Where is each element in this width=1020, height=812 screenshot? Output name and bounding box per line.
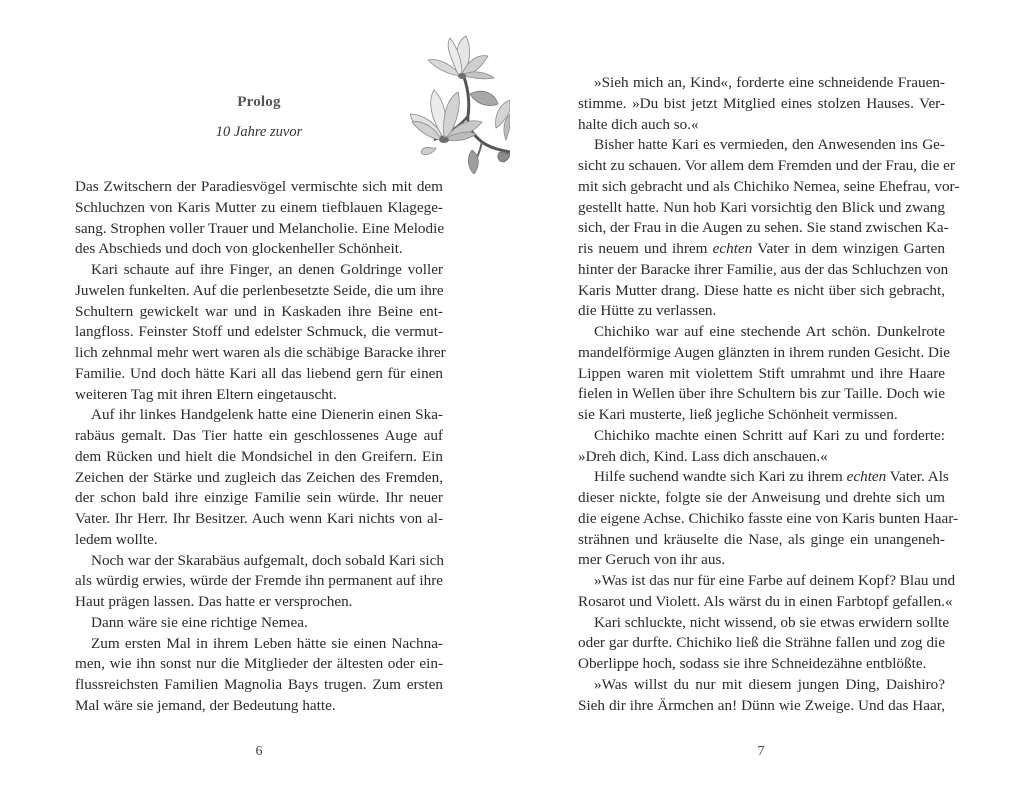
left-page-body-text [75,177,446,717]
page-number: 6 [255,744,263,759]
emphasized-word: echten [712,240,753,257]
right-page-body-text [578,73,960,716]
text-line: »Dreh dich, Kind. Lass dich anschauen.« [578,447,828,465]
right-page [510,0,1020,812]
text-line: »Sieh mich an, Kind«, forderte eine schneidende Frauen- [594,74,945,91]
text-line: Sieh dir ihre Ärmchen an! Dünn wie Zweige. Und das Haar, [578,696,945,714]
text-line: sicht zu schauen. Vor allem dem Fremden und der Frau, die er [578,157,955,174]
text-line: Rosarot und Violett. Als wärst du in einen Farbtopf gefallen.« [578,592,953,610]
text-line: als würdig erwies, würde der Fremde ihn permanent auf ihre [75,572,443,590]
text-line: »Was ist das nur für eine Farbe auf deinem Kopf? Blau und [594,572,956,589]
chapter-title: Prolog [237,94,281,110]
text-line: dem Rücken und hielt die Mondsichel in den Greifern. Ein [75,447,443,465]
text-line: ris neuem und ihrem echten Vater in dem winzigen Garten [578,240,945,257]
text-line: Mal wäre sie jemand, der Bedeutung hatte. [75,696,336,714]
text-line: gestellt hatte. Nun hob Kari vorsichtig den Blick und zwang [578,198,945,216]
text-line: Familie. Und doch hätte Kari all das liebend gern für einen [75,364,443,382]
text-line: stimme. »Du bist jetzt Mitglied eines stolzen Hauses. Ver- [578,94,945,112]
magnolia-branch-illustration [410,34,510,174]
text-line: sie Kari musterte, ließ jegliche Schönheit vermissen. [578,406,898,423]
text-line: Das Zwitschern der Paradiesvögel vermischte sich mit dem [75,178,443,195]
text-line: Oberlippe hoch, sodass sie ihre Schneidezähne entblößte. [578,655,927,672]
text-line: Zeichen der Stärke und zugleich das Zeichen des Fremden, [75,468,443,486]
text-line: mit sich gebracht und als Chichiko Nemea, seine Ehefrau, vor- [578,177,960,195]
text-line: strähnen und kräuselte die Nase, als ginge ein unangeneh- [578,530,945,548]
text-line: Dann wäre sie eine richtige Nemea. [91,613,308,631]
chapter-subtitle: 10 Jahre zuvor [215,124,303,140]
text-line: Karis Mutter drang. Diese hatte es nicht über sich gebracht, [578,281,945,299]
text-line: der schon bald ihre einzige Familie sein würde. Ihr neuer [75,489,443,507]
text-line: Vater. Ihr Herr. Ihr Besitzer. Auch wenn Kari nichts von al- [75,510,443,527]
text-line: Schultern gewickelt war und in Kaskaden ihre Beine ent- [75,302,443,320]
text-line: die Hütte zu verlassen. [578,302,717,320]
text-line: die eigene Achse. Chichiko fasste eine von Karis bunten Haar- [578,509,959,527]
text-line: sang. Strophen voller Trauer und Melancholie. Eine Melodie [75,219,445,237]
text-line: Hilfe suchend wandte sich Kari zu ihrem echten Vater. Als [594,468,949,486]
text-line: Haut prägen lassen. Das hatte er versprochen. [75,593,353,610]
text-line: fielen in Wellen über ihre Schultern bis zur Taille. Doch wie [578,385,945,403]
text-line: mandelförmige Augen glänzten in ihrem runden Gesicht. Die [578,343,950,361]
text-line: Chichiko war auf eine stechende Art schön. Dunkelrote [594,323,945,340]
text-line: langfloss. Feinster Stoff und edelster Schmuck, die vermut- [75,323,443,341]
text-line: Bisher hatte Kari es vermieden, den Anwesenden ins Ge- [594,136,945,154]
text-line: Noch war der Skarabäus aufgemalt, doch sobald Kari sich [91,551,444,569]
text-line: Zum ersten Mal in ihrem Leben hätte sie einen Nachna- [91,634,443,652]
text-line: hinter der Baracke ihrer Familie, aus der das Schluchzen von [578,260,949,278]
text-line: »Was willst du nur mit diesem jungen Ding, Daishiro? [594,675,945,693]
text-line: mer Geruch von ihr aus. [578,551,726,569]
emphasized-word: echten [846,468,887,486]
text-line: Kari schaute auf ihre Finger, an denen Goldringe voller [91,261,443,278]
text-line: Lippen waren mit violettem Stift umrahmt und ihre Haare [578,364,945,382]
text-line: oder gar durfte. Chichiko ließ die Strähne fallen und zog die [578,634,945,652]
text-line: Schluchzen von Karis Mutter zu einem tiefblauen Klagege- [75,198,443,216]
text-line: lich zehnmal mehr wert waren als die schäbige Baracke ihrer [75,344,446,361]
text-line: weiteren Tag mit ihren Eltern eingetauscht. [75,385,337,403]
text-line: sich, der Frau in die Augen zu sehen. Sie stand zwischen Ka- [578,219,949,237]
text-line: men, wie ihn sonst nur die Mitglieder der ältesten oder ein- [75,655,443,673]
text-line: des Abschieds und doch von glockenheller Schönheit. [75,240,403,258]
page-number: 7 [757,744,765,759]
text-line: Kari schluckte, nicht wissend, ob sie etwas erwidern sollte [594,613,950,631]
text-line: dieser nickte, folgte sie der Anweisung und drehte sich um [578,489,945,506]
text-line: rabäus gemalt. Das Tier hatte ein geschlossenes Auge auf [75,427,443,444]
text-line: ledem wollte. [75,530,158,548]
text-line: flussreichsten Familien Magnolia Bays trugen. Zum ersten [75,676,443,693]
text-line: Auf ihr linkes Handgelenk hatte eine Dienerin einen Ska- [91,406,443,424]
text-line: Juwelen funkelten. Auf die perlenbesetzte Seide, die um ihre [75,281,444,299]
text-line: halte dich auch so.« [578,115,699,133]
text-line: Chichiko machte einen Schritt auf Kari zu und forderte: [594,426,945,444]
